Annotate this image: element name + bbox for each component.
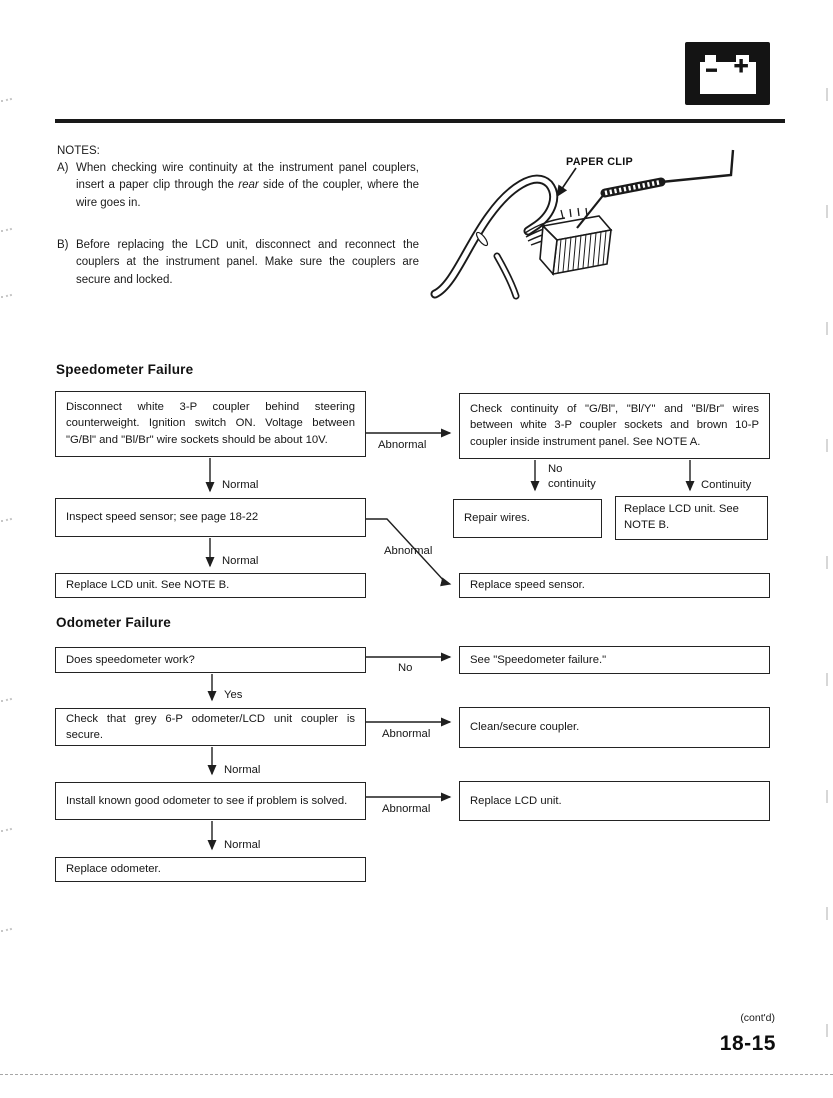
note-b-label: B) xyxy=(57,239,69,251)
footer-contd: (cont'd) xyxy=(740,1012,775,1024)
flow-box-sp-replace-sensor: Replace speed sensor. xyxy=(459,573,770,598)
scan-mark-right xyxy=(826,205,828,218)
scan-line-bottom xyxy=(0,1074,833,1075)
flow-box-od-does-speedo-work: Does speedometer work? xyxy=(55,647,366,673)
flow-label-sp-normal-1: Normal xyxy=(222,479,259,491)
flow-box-od-check-coupler: Check that grey 6-P odometer/LCD unit coupler is secure. xyxy=(55,708,366,746)
flow-box-sp-inspect-sensor: Inspect speed sensor; see page 18-22 xyxy=(55,498,366,537)
flow-box-od-install-good-odometer: Install known good odometer to see if problem is solved. xyxy=(55,782,366,820)
scan-mark-right xyxy=(826,556,828,569)
section-heading-speedometer: Speedometer Failure xyxy=(56,362,194,377)
battery-icon xyxy=(685,42,770,105)
note-a xyxy=(57,160,419,212)
flow-box-od-replace-lcd: Replace LCD unit. xyxy=(459,781,770,821)
scan-mark-left xyxy=(1,518,12,522)
note-b-text: Before replacing the LCD unit, disconnect and reconnect the couplers at the instrument panel. Make sure the couplers are secure and locked. xyxy=(76,239,419,286)
scan-mark-right xyxy=(826,1024,828,1037)
scan-mark-left xyxy=(1,928,12,932)
flow-label-od-yes: Yes xyxy=(224,689,243,701)
flow-label-sp-no-continuity: No continuity xyxy=(548,463,596,490)
note-a-label: A) xyxy=(57,162,69,174)
scan-mark-right xyxy=(826,322,828,335)
scan-mark-right xyxy=(826,907,828,920)
flow-box-od-see-speedo-failure: See "Speedometer failure." xyxy=(459,646,770,674)
section-heading-odometer: Odometer Failure xyxy=(56,615,171,630)
scan-mark-left xyxy=(1,228,12,232)
note-a-text-post: side of the coupler, where the wire goes in. xyxy=(76,179,419,209)
scan-mark-right xyxy=(826,439,828,452)
scan-mark-left xyxy=(1,98,12,102)
flow-label-sp-continuity: Continuity xyxy=(701,479,752,491)
flow-label-od-abnormal-2: Abnormal xyxy=(382,803,431,815)
flow-label-sp-abnormal-top: Abnormal xyxy=(378,439,427,451)
scan-mark-left xyxy=(1,294,12,298)
notes-title: NOTES: xyxy=(57,145,100,157)
header-rule xyxy=(55,119,785,123)
flow-label-od-normal-1: Normal xyxy=(224,764,261,776)
flow-box-sp-check-continuity: Check continuity of "G/Bl", "Bl/Y" and "Bl/Br" wires between white 3-P coupler sockets and brown 10-P coupler inside instrument panel. See NOTE A. xyxy=(459,393,770,459)
scan-mark-right xyxy=(826,673,828,686)
flow-box-sp-replace-lcd-right: Replace LCD unit. See NOTE B. xyxy=(615,496,768,540)
scan-mark-right xyxy=(826,790,828,803)
flow-box-sp-replace-lcd-left: Replace LCD unit. See NOTE B. xyxy=(55,573,366,598)
note-a-text-italic: rear xyxy=(238,179,259,192)
scan-mark-right xyxy=(826,88,828,101)
note-b xyxy=(57,237,419,289)
flow-label-od-abnormal-1: Abnormal xyxy=(382,728,431,740)
flow-box-sp-repair-wires: Repair wires. xyxy=(453,499,602,538)
flow-label-sp-normal-2: Normal xyxy=(222,555,259,567)
flow-label-sp-abnormal-diag: Abnormal xyxy=(384,545,433,557)
paper-clip-label: PAPER CLIP xyxy=(566,156,633,168)
flow-box-od-clean-coupler: Clean/secure coupler. xyxy=(459,707,770,748)
flow-box-od-replace-odometer: Replace odometer. xyxy=(55,857,366,882)
page-number: 18-15 xyxy=(719,1032,776,1055)
flow-box-sp-start: Disconnect white 3-P coupler behind steering counterweight. Ignition switch ON. Voltage between "G/Bl" and "Bl/Br" wire sockets should be about 10V. xyxy=(55,391,366,457)
scan-mark-left xyxy=(1,828,12,832)
flow-label-od-no: No xyxy=(398,662,413,674)
flow-label-od-normal-2: Normal xyxy=(224,839,261,851)
paper-clip-illustration xyxy=(425,138,770,303)
note-a-text-pre: When checking wire continuity at the instrument panel couplers, insert a paper clip through the xyxy=(76,162,419,192)
scan-mark-left xyxy=(1,698,12,702)
